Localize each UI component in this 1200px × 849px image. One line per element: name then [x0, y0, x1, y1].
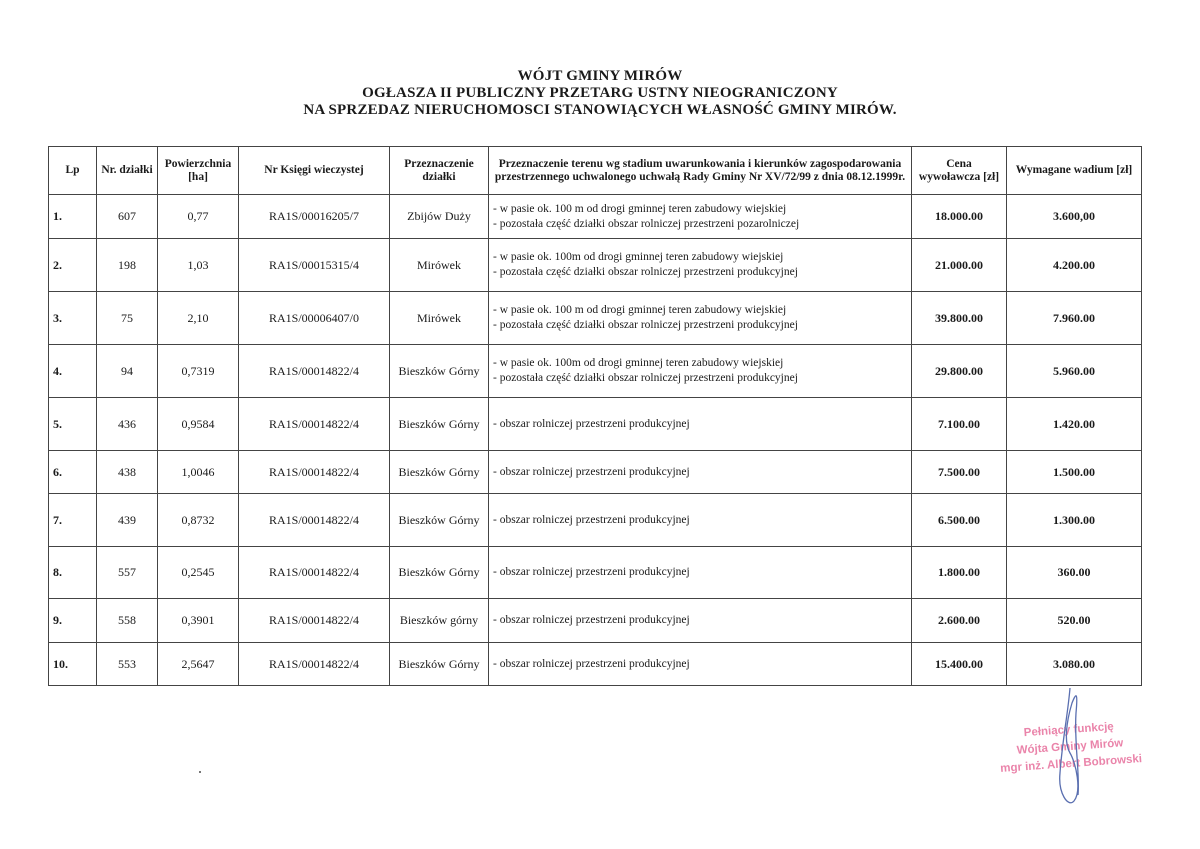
table-row — [49, 195, 1142, 239]
cell-plan — [489, 547, 912, 599]
scan-speck — [199, 771, 201, 773]
cell-plan — [489, 345, 912, 398]
plan-line-1: - obszar rolniczej przestrzeni produkcyjnej — [493, 657, 690, 670]
cell-nr-dzialki: 438 — [97, 451, 158, 494]
cell-lp: 8. — [49, 547, 97, 599]
cell-ksiega: RA1S/00015315/4 — [239, 239, 390, 292]
column-header-powierzchnia: Powierzchnia [ha] — [158, 147, 239, 195]
cell-wadium: 1.300.00 — [1007, 494, 1142, 547]
header-title: WÓJT GMINY MIRÓW — [517, 68, 683, 84]
cell-wadium: 3.080.00 — [1007, 643, 1142, 686]
cell-lp: 2. — [49, 239, 97, 292]
cell-cena: 7.500.00 — [912, 451, 1007, 494]
cell-powierzchnia: 0,2545 — [158, 547, 239, 599]
cell-lp: 6. — [49, 451, 97, 494]
cell-nr-dzialki: 558 — [97, 599, 158, 643]
table-row — [49, 398, 1142, 451]
stamp-line-2: Wójta Gminy Mirów — [1016, 737, 1124, 757]
cell-plan — [489, 398, 912, 451]
cell-ksiega: RA1S/00014822/4 — [239, 494, 390, 547]
table-row — [49, 547, 1142, 599]
cell-cena: 39.800.00 — [912, 292, 1007, 345]
cell-przeznaczenie: Mirówek — [390, 239, 489, 292]
table-row — [49, 643, 1142, 686]
cell-plan — [489, 599, 912, 643]
cell-lp: 9. — [49, 599, 97, 643]
document-header — [0, 68, 1200, 119]
cell-plan — [489, 494, 912, 547]
cell-powierzchnia: 1,0046 — [158, 451, 239, 494]
cell-nr-dzialki: 557 — [97, 547, 158, 599]
cell-przeznaczenie: Mirówek — [390, 292, 489, 345]
cell-lp: 4. — [49, 345, 97, 398]
plan-line-1: - obszar rolniczej przestrzeni produkcyjnej — [493, 566, 690, 578]
cell-powierzchnia: 0,77 — [158, 195, 239, 239]
cell-wadium: 1.420.00 — [1007, 398, 1142, 451]
handwritten-signature — [1040, 683, 1090, 813]
cell-ksiega: RA1S/00014822/4 — [239, 547, 390, 599]
cell-cena: 29.800.00 — [912, 345, 1007, 398]
auction-table — [48, 146, 1142, 686]
cell-przeznaczenie: Bieszków Górny — [390, 345, 489, 398]
plan-line-1: - w pasie ok. 100m od drogi gminnej teren zabudowy wiejskiej — [493, 251, 784, 263]
column-header-przeznaczenie: Przeznaczenie działki — [390, 147, 489, 195]
stamp-line-3: mgr inż. Albert Bobrowski — [999, 753, 1143, 775]
cell-lp: 10. — [49, 643, 97, 686]
cell-ksiega: RA1S/00014822/4 — [239, 345, 390, 398]
cell-wadium: 360.00 — [1007, 547, 1142, 599]
cell-ksiega: RA1S/00014822/4 — [239, 599, 390, 643]
cell-ksiega: RA1S/00016205/7 — [239, 195, 390, 239]
cell-przeznaczenie: Zbijów Duży — [390, 195, 489, 239]
header-subtitle-2: NA SPRZEDAZ NIERUCHOMOSCI STANOWIĄCYCH WŁASNOŚĆ GMINY MIRÓW. — [303, 102, 897, 118]
plan-line-1: - obszar rolniczej przestrzeni produkcyjnej — [493, 417, 690, 430]
column-header-nr-dzialki: Nr. działki — [97, 147, 158, 195]
plan-line-1: - obszar rolniczej przestrzeni produkcyjnej — [493, 465, 690, 478]
column-header-cena: Cena wywoławcza [zł] — [912, 147, 1007, 195]
plan-line-1: - w pasie ok. 100 m od drogi gminnej teren zabudowy wiejskiej — [493, 304, 787, 316]
column-header-lp: Lp — [49, 147, 97, 195]
cell-powierzchnia: 0,9584 — [158, 398, 239, 451]
cell-nr-dzialki: 607 — [97, 195, 158, 239]
cell-cena: 21.000.00 — [912, 239, 1007, 292]
table-row — [49, 292, 1142, 345]
column-header-wadium: Wymagane wadium [zł] — [1007, 147, 1142, 195]
cell-nr-dzialki: 198 — [97, 239, 158, 292]
plan-line-1: - w pasie ok. 100 m od drogi gminnej teren zabudowy wiejskiej — [493, 202, 787, 215]
cell-lp: 3. — [49, 292, 97, 345]
stamp-line-1: Pełniący funkcję — [1023, 720, 1115, 740]
cell-ksiega: RA1S/00014822/4 — [239, 398, 390, 451]
cell-wadium: 5.960.00 — [1007, 345, 1142, 398]
plan-line-1: - obszar rolniczej przestrzeni produkcyjnej — [493, 614, 690, 626]
cell-powierzchnia: 0,7319 — [158, 345, 239, 398]
cell-wadium: 4.200.00 — [1007, 239, 1142, 292]
cell-powierzchnia: 0,8732 — [158, 494, 239, 547]
cell-przeznaczenie: Bieszków Górny — [390, 547, 489, 599]
header-subtitle: OGŁASZA II PUBLICZNY PRZETARG USTNY NIEOGRANICZONY — [362, 85, 838, 101]
cell-nr-dzialki: 75 — [97, 292, 158, 345]
cell-ksiega: RA1S/00006407/0 — [239, 292, 390, 345]
cell-powierzchnia: 0,3901 — [158, 599, 239, 643]
cell-plan — [489, 195, 912, 239]
cell-wadium: 520.00 — [1007, 599, 1142, 643]
cell-cena: 1.800.00 — [912, 547, 1007, 599]
cell-plan — [489, 451, 912, 494]
table-row — [49, 345, 1142, 398]
cell-wadium: 1.500.00 — [1007, 451, 1142, 494]
cell-ksiega: RA1S/00014822/4 — [239, 643, 390, 686]
cell-przeznaczenie: Bieszków Górny — [390, 451, 489, 494]
cell-cena: 2.600.00 — [912, 599, 1007, 643]
cell-nr-dzialki: 94 — [97, 345, 158, 398]
column-header-plan: Przeznaczenie terenu wg stadium uwarunkowania i kierunków zagospodarowania przestrzennego uchwalonego uchwałą Rady Gminy Nr XV/72/99 z dnia 08.12.1999r. — [489, 147, 912, 195]
cell-cena: 15.400.00 — [912, 643, 1007, 686]
table-row — [49, 239, 1142, 292]
cell-cena: 6.500.00 — [912, 494, 1007, 547]
table-row — [49, 599, 1142, 643]
cell-plan — [489, 239, 912, 292]
cell-plan — [489, 292, 912, 345]
cell-lp: 1. — [49, 195, 97, 239]
plan-line-1: - w pasie ok. 100m od drogi gminnej teren zabudowy wiejskiej — [493, 357, 784, 369]
cell-cena: 7.100.00 — [912, 398, 1007, 451]
cell-przeznaczenie: Bieszków Górny — [390, 643, 489, 686]
cell-powierzchnia: 1,03 — [158, 239, 239, 292]
table-row — [49, 494, 1142, 547]
cell-cena: 18.000.00 — [912, 195, 1007, 239]
cell-ksiega: RA1S/00014822/4 — [239, 451, 390, 494]
cell-wadium: 7.960.00 — [1007, 292, 1142, 345]
cell-powierzchnia: 2,5647 — [158, 643, 239, 686]
column-header-ksiega: Nr Księgi wieczystej — [239, 147, 390, 195]
cell-przeznaczenie: Bieszków górny — [390, 599, 489, 643]
cell-nr-dzialki: 436 — [97, 398, 158, 451]
plan-line-2: - pozostała część działki obszar rolniczej przestrzeni pozarolniczej — [493, 217, 800, 230]
plan-line-2: - pozostała część działki obszar rolniczej przestrzeni produkcyjnej — [493, 319, 798, 331]
cell-nr-dzialki: 439 — [97, 494, 158, 547]
cell-przeznaczenie: Bieszków Górny — [390, 398, 489, 451]
table-row — [49, 451, 1142, 494]
cell-plan — [489, 643, 912, 686]
table-header-row — [49, 147, 1142, 195]
cell-nr-dzialki: 553 — [97, 643, 158, 686]
cell-przeznaczenie: Bieszków Górny — [390, 494, 489, 547]
cell-wadium: 3.600,00 — [1007, 195, 1142, 239]
plan-line-2: - pozostała część działki obszar rolniczej przestrzeni produkcyjnej — [493, 266, 798, 278]
plan-line-2: - pozostała część działki obszar rolniczej przestrzeni produkcyjnej — [493, 372, 798, 384]
cell-lp: 7. — [49, 494, 97, 547]
plan-line-1: - obszar rolniczej przestrzeni produkcyjnej — [493, 513, 690, 526]
cell-lp: 5. — [49, 398, 97, 451]
cell-powierzchnia: 2,10 — [158, 292, 239, 345]
